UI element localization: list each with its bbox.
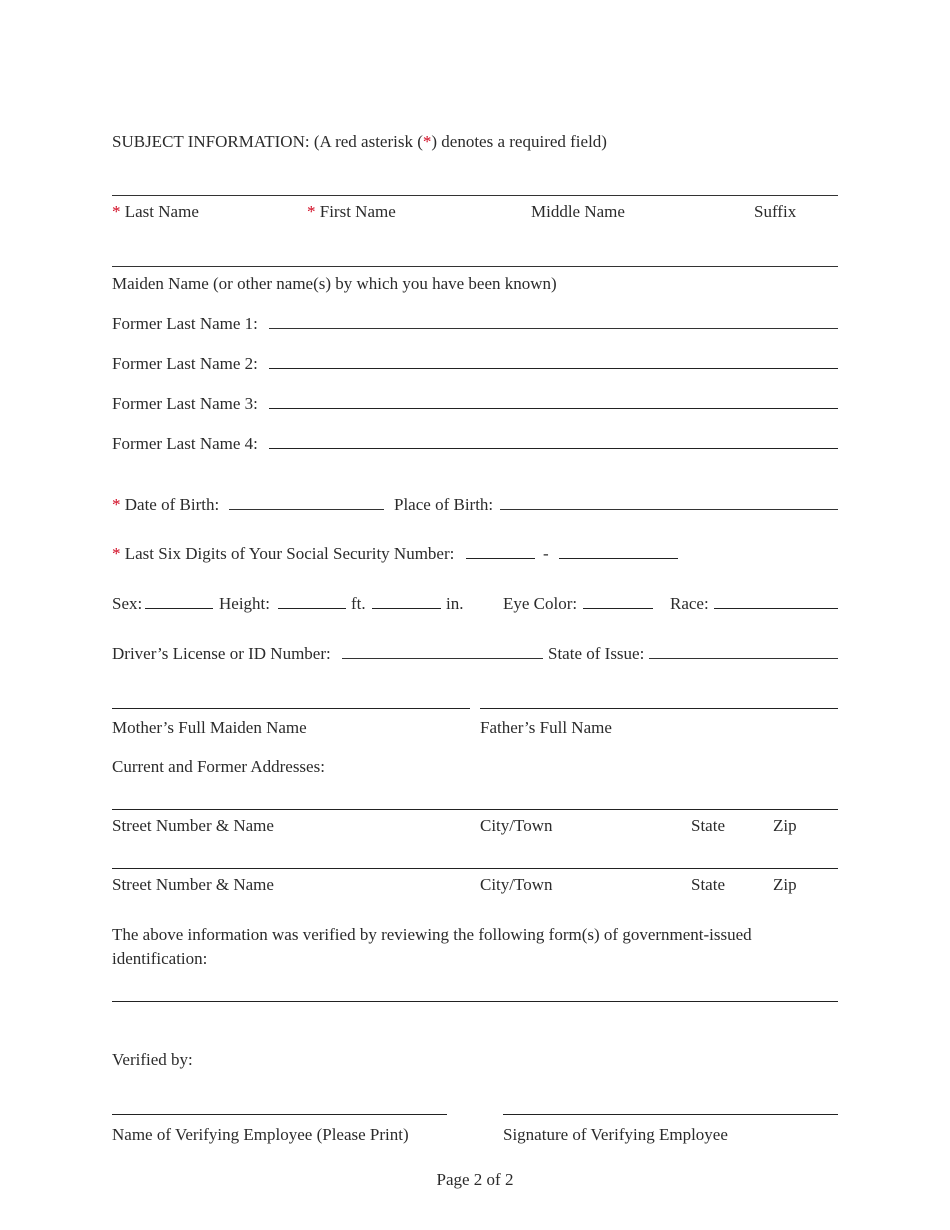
ssn-part-1-field[interactable] xyxy=(466,558,535,559)
mother-name-field[interactable] xyxy=(112,708,470,709)
verified-by-label: Verified by: xyxy=(112,1050,193,1069)
address-1-field[interactable] xyxy=(112,809,838,810)
former-last-name-4-field[interactable] xyxy=(269,448,838,449)
identification-forms-field[interactable] xyxy=(112,1001,838,1002)
father-name-field[interactable] xyxy=(480,708,838,709)
father-name-label: Father’s Full Name xyxy=(480,718,612,737)
required-asterisk: * xyxy=(112,495,121,514)
place-of-birth-label: Place of Birth: xyxy=(394,495,494,514)
address-1-city-label: City/Town xyxy=(480,816,553,835)
ssn-part-2-field[interactable] xyxy=(559,558,678,559)
sex-label: Sex: xyxy=(112,594,143,613)
required-asterisk: * xyxy=(307,202,316,221)
verifying-employee-signature-label: Signature of Verifying Employee xyxy=(503,1125,728,1144)
state-of-issue-label: State of Issue: xyxy=(548,644,645,663)
required-asterisk: * xyxy=(112,544,121,563)
former-last-name-2-label: Former Last Name 2: xyxy=(112,354,258,373)
maiden-name-heading: Maiden Name (or other name(s) by which you have been known) xyxy=(112,274,557,293)
verifying-employee-signature-field[interactable] xyxy=(503,1114,838,1115)
address-2-street-label: Street Number & Name xyxy=(112,875,274,894)
required-asterisk: * xyxy=(422,132,432,151)
former-last-name-2-field[interactable] xyxy=(269,368,838,369)
address-2-city-label: City/Town xyxy=(480,875,553,894)
date-of-birth-label: * Date of Birth: xyxy=(112,495,220,514)
eye-color-field[interactable] xyxy=(583,608,653,609)
former-last-name-3-label: Former Last Name 3: xyxy=(112,394,258,413)
former-last-name-1-field[interactable] xyxy=(269,328,838,329)
former-last-name-3-field[interactable] xyxy=(269,408,838,409)
height-inches-field[interactable] xyxy=(372,608,441,609)
page-number: Page 2 of 2 xyxy=(436,1170,514,1189)
address-1-state-label: State xyxy=(691,816,725,835)
verifying-employee-name-field[interactable] xyxy=(112,1114,447,1115)
former-last-name-4-label: Former Last Name 4: xyxy=(112,434,258,453)
eye-color-label: Eye Color: xyxy=(503,594,578,613)
race-field[interactable] xyxy=(714,608,838,609)
verification-text-line-2: identification: xyxy=(112,949,208,968)
name-row-top-rule xyxy=(112,195,838,196)
race-label: Race: xyxy=(670,594,709,613)
inches-unit-label: in. xyxy=(446,594,464,613)
license-number-field[interactable] xyxy=(342,658,543,659)
feet-unit-label: ft. xyxy=(351,594,366,613)
suffix-label: Suffix xyxy=(754,202,797,221)
first-name-label: * First Name xyxy=(307,202,396,221)
height-label: Height: xyxy=(219,594,270,613)
address-2-state-label: State xyxy=(691,875,725,894)
sex-field[interactable] xyxy=(145,608,213,609)
address-2-zip-label: Zip xyxy=(773,875,797,894)
last-name-label: * Last Name xyxy=(112,202,199,221)
middle-name-label: Middle Name xyxy=(531,202,625,221)
mother-name-label: Mother’s Full Maiden Name xyxy=(112,718,307,737)
verification-text-line-1: The above information was verified by reviewing the following form(s) of government-issued xyxy=(112,925,752,944)
state-of-issue-field[interactable] xyxy=(649,658,838,659)
required-asterisk: * xyxy=(112,202,121,221)
name-row-bottom-rule xyxy=(112,266,838,267)
former-last-name-1-label: Former Last Name 1: xyxy=(112,314,258,333)
addresses-heading: Current and Former Addresses: xyxy=(112,757,325,776)
address-1-street-label: Street Number & Name xyxy=(112,816,274,835)
verifying-employee-name-label: Name of Verifying Employee (Please Print) xyxy=(112,1125,409,1144)
ssn-dash: - xyxy=(543,544,549,563)
license-number-label: Driver’s License or ID Number: xyxy=(112,644,331,663)
section-heading: SUBJECT INFORMATION: (A red asterisk (*) denotes a required field) xyxy=(112,132,607,151)
date-of-birth-field[interactable] xyxy=(229,509,384,510)
height-feet-field[interactable] xyxy=(278,608,346,609)
address-2-field[interactable] xyxy=(112,868,838,869)
place-of-birth-field[interactable] xyxy=(500,509,838,510)
ssn-label: * Last Six Digits of Your Social Security Number: xyxy=(112,544,455,563)
address-1-zip-label: Zip xyxy=(773,816,797,835)
